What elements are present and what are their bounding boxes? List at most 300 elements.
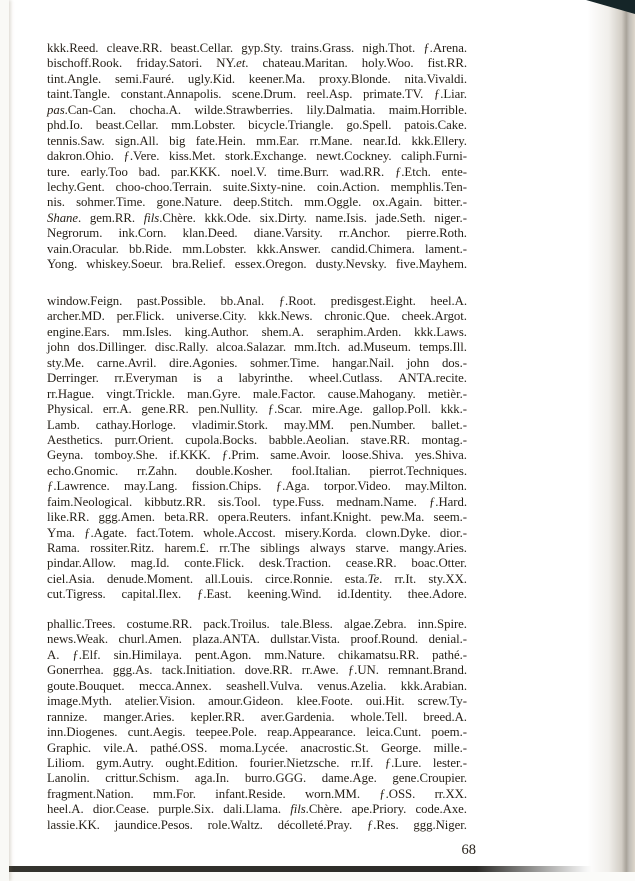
text-line: [47, 257, 467, 272]
word: cause.Mahogany.: [327, 386, 416, 401]
word: stork.Exchange.: [225, 149, 307, 164]
word: mm.For.: [152, 786, 196, 801]
word: vladimir.Stork.: [191, 417, 268, 432]
word: type.Fuss.: [272, 494, 325, 509]
word: costume.RR.: [126, 617, 193, 631]
text-line: [47, 72, 467, 87]
word: wad.RR.: [339, 164, 385, 179]
word: Gonerrhea.: [47, 663, 104, 678]
word: capital.Ilex.: [121, 587, 182, 602]
word: ƒ.Vere.: [123, 149, 160, 164]
word: pierrot.Techniques.: [369, 463, 467, 478]
word: dullstar.Vista.: [270, 632, 340, 647]
text-line: [47, 325, 467, 340]
word: predisgest.Eight.: [330, 294, 416, 308]
word: pindar.Allow.: [47, 556, 116, 571]
word: vile.A.: [103, 740, 138, 755]
word: siblings: [260, 541, 300, 555]
word: mecca.Annex.: [139, 678, 212, 693]
text-line: [47, 134, 467, 149]
word: pierre.Roth.: [406, 226, 467, 241]
word: inn.Spire.: [417, 617, 467, 631]
word: big: [169, 133, 186, 148]
word: may.Milton.: [405, 479, 467, 494]
word: klan.Deed.: [182, 226, 238, 241]
word: fool.Italian.: [291, 463, 351, 478]
word: same.Avoir.: [270, 448, 331, 463]
word: shem.A.: [261, 324, 304, 339]
word: Graphic.: [47, 740, 92, 755]
word: vain.Oracular.: [47, 241, 119, 256]
word: proof.Round.: [350, 632, 419, 647]
word: beta.RR.: [164, 510, 209, 525]
word: candid.Chimera.: [330, 241, 415, 256]
word: seem.-: [433, 510, 467, 525]
word: babble.Aeolian.: [268, 432, 349, 447]
word: ƒ.Scar.: [267, 402, 303, 417]
word: may.MM.: [283, 417, 334, 432]
word: rr.If.: [350, 755, 374, 770]
word: kepler.RR.: [190, 709, 245, 724]
paragraph-1: [47, 41, 467, 273]
text-line: [47, 510, 467, 525]
word: king.Author.: [184, 324, 249, 339]
text-line: [47, 211, 467, 226]
word: pathé.OSS.: [150, 740, 208, 755]
word: dos.-: [441, 355, 467, 370]
word: rannize.: [47, 709, 88, 724]
word: goute.Bouquet.: [47, 678, 125, 693]
text-line: [47, 387, 467, 402]
word: fact.Totem.: [136, 525, 194, 540]
text-line: [47, 448, 467, 463]
word: bb.Anal.: [220, 294, 265, 308]
word: breed.A.: [423, 709, 467, 724]
word: metièr.-: [427, 386, 467, 401]
word: Shane.: [47, 210, 82, 225]
word: all.Louis.: [205, 571, 253, 586]
word: décolleté.Pray.: [277, 817, 353, 832]
word: ƒ.Elf.: [72, 647, 101, 662]
word: seashell.Vulva.: [226, 678, 303, 693]
word: man.Gyre.: [187, 386, 241, 401]
word: newt.Cockney.: [316, 149, 392, 164]
text-line: [47, 180, 467, 195]
word: ballet.-: [431, 417, 467, 432]
word: ape.Priory.: [351, 802, 407, 817]
word: mm.Itch.: [294, 340, 340, 355]
word: holy.Woo.: [361, 56, 414, 71]
word: pathé.-: [432, 647, 467, 662]
word: tomboy.She.: [94, 448, 158, 463]
word: disc.Rally.: [154, 340, 209, 355]
text-line: [47, 541, 467, 556]
word: pas.Can-Can.: [47, 102, 117, 117]
word: ƒ.OSS.: [379, 786, 416, 801]
word: inn.Diogenes.: [47, 725, 118, 740]
word: dire.Agonies.: [169, 355, 238, 370]
word: thee.Adore.: [407, 587, 467, 602]
word: ƒ.Liar.: [433, 87, 467, 102]
word: name.Isis.: [315, 210, 367, 225]
word: whole.Tell.: [350, 709, 408, 724]
word: wilde.Strawberries.: [194, 102, 294, 117]
word: purr.Orient.: [114, 432, 174, 447]
word: ƒ.Res.: [366, 817, 399, 832]
word: pent.Agon.: [194, 647, 252, 662]
word: vingt.Trickle.: [106, 386, 175, 401]
word: pen.Number.: [349, 417, 416, 432]
scan-bottom-strip: [0, 872, 635, 881]
word: mm.Isles.: [122, 324, 172, 339]
text-line: [47, 756, 467, 771]
word: hangar.Nail.: [332, 355, 395, 370]
word: double.Kosher.: [195, 463, 273, 478]
word: boac.Otter.: [411, 556, 467, 571]
word: err.A.: [102, 402, 132, 417]
word: kkk.Ode.: [204, 210, 252, 225]
word: image.Myth.: [47, 694, 112, 709]
word: esta.Te.: [344, 571, 383, 586]
word: caliph.Furni-: [401, 149, 467, 164]
word: beast.Cellar.: [170, 41, 234, 55]
word: cleave.RR.: [106, 41, 163, 55]
word: Yong.: [47, 257, 78, 272]
word: five.Mayhem.: [395, 257, 467, 272]
word: kkk.Reed.: [47, 41, 99, 55]
word: remnant.Brand.: [388, 663, 467, 678]
text-line: [47, 725, 467, 740]
word: rr.Everyman: [114, 371, 178, 386]
word: torpor.Video.: [323, 479, 391, 494]
word: lechy.Gent.: [47, 179, 105, 194]
word: kkk.News.: [258, 309, 313, 324]
word: suite.Sixty-nine.: [222, 179, 306, 194]
word: poem.-: [431, 725, 467, 740]
word: worn.MM.: [304, 786, 360, 801]
word: ƒ.Prim.: [221, 448, 260, 463]
word: news.Weak.: [47, 632, 109, 647]
word: fate.Hein.: [195, 133, 246, 148]
word: engine.Ears.: [47, 324, 110, 339]
word: kibbutz.RR.: [144, 494, 206, 509]
word: dakron.Ohio.: [47, 149, 114, 164]
text-line: [47, 118, 467, 133]
word: Rama.: [47, 541, 80, 555]
word: cease.RR.: [345, 556, 397, 571]
word: infant.Reside.: [215, 786, 286, 801]
word: denial.-: [428, 632, 467, 647]
word: ƒ.Etch.: [394, 164, 431, 179]
word: mm.Lobster.: [182, 241, 247, 256]
word: ƒ.UN.: [347, 663, 379, 678]
text-line: [47, 340, 467, 355]
word: churl.Amen.: [118, 632, 182, 647]
word: archer.MD.: [47, 309, 105, 324]
word: NY.et.: [216, 56, 249, 71]
word: jaundice.Pesos.: [114, 817, 193, 832]
word: bitter.-: [433, 195, 467, 210]
word: Liliom.: [47, 755, 85, 770]
text-line: [47, 149, 467, 164]
word: gem.RR.: [89, 210, 136, 225]
word: keener.Ma.: [248, 71, 306, 86]
word: dove.RR.: [244, 663, 293, 678]
word: kkk.Laws.: [414, 324, 467, 339]
word: aver.Gardenia.: [260, 709, 335, 724]
paragraph-3: [47, 617, 467, 833]
word: a: [217, 371, 223, 386]
text-line: [47, 402, 467, 417]
word: if.KKK.: [168, 448, 211, 463]
word: kkk.Arabian.: [400, 678, 467, 693]
word: proxy.Blonde.: [318, 71, 391, 86]
word: labyrinthe.: [238, 371, 293, 386]
text-line: [47, 226, 467, 241]
word: coin.Action.: [316, 179, 380, 194]
word: dos.Dillinger.: [77, 340, 147, 355]
word: bb.Ride.: [129, 241, 172, 256]
word: constant.Annapolis.: [120, 87, 222, 102]
word: screw.Ty-: [417, 694, 467, 709]
text-line: [47, 294, 467, 309]
word: lily.Dalmatia.: [306, 102, 376, 117]
word: purple.Six.: [158, 802, 215, 817]
text-line: [47, 802, 467, 817]
page-curl-shadow: [587, 0, 635, 881]
word: sty.Me.: [47, 355, 85, 370]
word: patois.Cake.: [404, 118, 467, 133]
word: pew.Ma.: [380, 510, 425, 525]
word: always: [310, 541, 346, 555]
word: john: [406, 355, 430, 370]
word: amour.Gideon.: [208, 694, 284, 709]
text-line: [47, 309, 467, 324]
text-block: [47, 0, 467, 881]
word: kiss.Met.: [168, 149, 216, 164]
word: oui.Hit.: [365, 694, 405, 709]
text-line: [47, 418, 467, 433]
word: desk.Traction.: [258, 556, 331, 571]
text-line: [47, 479, 467, 494]
word: male.Factor.: [252, 386, 316, 401]
word: memphlis.Ten-: [390, 179, 467, 194]
word: conte.Flick.: [184, 556, 245, 571]
word: carne.Avril.: [96, 355, 157, 370]
word: Physical.: [47, 402, 94, 417]
word: mm.Lobster.: [171, 118, 236, 133]
text-line: [47, 648, 467, 663]
text-line: [47, 632, 467, 647]
word: keening.Wind.: [247, 587, 322, 602]
word: friday.Satori.: [136, 56, 203, 71]
word: is: [193, 371, 202, 386]
word: role.Waltz.: [207, 817, 263, 832]
word: sin.Himilaya.: [113, 647, 182, 662]
word: noel.V.: [231, 164, 267, 179]
word: anacrostic.St.: [300, 740, 369, 755]
word: whole.Accost.: [203, 525, 276, 540]
text-line: [47, 103, 467, 118]
word: moma.Lycée.: [219, 740, 289, 755]
word: Lanolin.: [47, 771, 90, 786]
word: fist.RR.: [427, 56, 467, 71]
word: ggg.Amen.: [98, 510, 155, 525]
text-line: [47, 617, 467, 632]
text-line: [47, 356, 467, 371]
word: id.Identity.: [337, 587, 392, 602]
word: rr.Awe.: [301, 663, 339, 678]
text-line: [47, 464, 467, 479]
word: ƒ.Hard.: [428, 494, 467, 509]
word: ƒ.Aga.: [275, 479, 310, 494]
word: wheel.Cutlass.: [308, 371, 383, 386]
word: gene.RR.: [141, 402, 189, 417]
word: nis.: [47, 195, 65, 210]
word: whiskey.Soeur.: [86, 257, 163, 272]
word: bad.: [138, 164, 161, 179]
text-line: [47, 710, 467, 725]
text-line: [47, 87, 467, 102]
word: leica.Cunt.: [366, 725, 422, 740]
word: par.KKK.: [170, 164, 221, 179]
word: mednam.Name.: [336, 494, 417, 509]
word: rr.XX.: [434, 786, 467, 801]
word: mm.Nature.: [264, 647, 325, 662]
word: window.Feign.: [47, 294, 123, 308]
word: bicycle.Triangle.: [248, 118, 334, 133]
word: chronic.Que.: [324, 309, 390, 324]
text-line: [47, 526, 467, 541]
word: fission.Chips.: [191, 479, 262, 494]
word: sign.All.: [115, 133, 159, 148]
word: dali.Llama.: [223, 802, 281, 817]
word: like.RR.: [47, 510, 90, 525]
word: misery.Korda.: [284, 525, 357, 540]
word: lester.-: [432, 755, 467, 770]
word: ente-: [441, 164, 467, 179]
word: kkk.Answer.: [256, 241, 321, 256]
word: dior.Cease.: [92, 802, 150, 817]
word: kkk.Ellery.: [411, 133, 467, 148]
word: aga.In.: [194, 771, 230, 786]
word: heel.A.: [47, 802, 84, 817]
word: Derringer.: [47, 371, 99, 386]
scan-left-strip: [0, 0, 9, 881]
word: tale.Bless.: [280, 617, 333, 631]
word: mire.Age.: [312, 402, 363, 417]
word: diane.Varsity.: [253, 226, 323, 241]
word: gallop.Poll.: [372, 402, 431, 417]
word: ad.Museum.: [348, 340, 411, 355]
word: bra.Relief.: [172, 257, 226, 272]
word: echo.Gnomic.: [47, 463, 119, 478]
word: opera.Reuters.: [217, 510, 292, 525]
paragraph-2: [47, 294, 467, 603]
word: scene.Drum.: [231, 87, 297, 102]
word: primate.TV.: [362, 87, 424, 102]
text-line: [47, 195, 467, 210]
text-line: [47, 787, 467, 802]
word: Lamb.: [47, 417, 80, 432]
word: reap.Appearance.: [267, 725, 356, 740]
word: jade.Seth.: [375, 210, 426, 225]
word: gone.Nature.: [156, 195, 223, 210]
text-line: [47, 771, 467, 786]
word: plaza.ANTA.: [192, 632, 260, 647]
word: temps.Ill.: [419, 340, 467, 355]
word: lament.-: [425, 241, 467, 256]
text-line: [47, 818, 467, 833]
word: ANTA.recite.: [398, 371, 467, 386]
word: manger.Aries.: [103, 709, 175, 724]
word: faim.Neological.: [47, 494, 133, 509]
word: john: [47, 340, 70, 355]
word: denude.Moment.: [106, 571, 193, 586]
word: heel.A.: [430, 294, 467, 308]
word: deep.Stitch.: [233, 195, 294, 210]
word: Yma.: [47, 525, 75, 540]
text-line: [47, 495, 467, 510]
word: ƒ.Arena.: [423, 41, 467, 55]
page-crease: [505, 0, 508, 881]
text-line: [47, 433, 467, 448]
word: ƒ.Lure.: [384, 755, 422, 770]
word: sohmer.Time.: [250, 355, 320, 370]
word: ggg.Niger.: [413, 817, 467, 832]
word: cathay.Horloge.: [95, 417, 176, 432]
text-line: [47, 694, 467, 709]
word: semi.Fauré.: [114, 71, 175, 86]
word: tack.Initiation.: [161, 663, 236, 678]
word: infant.Knight.: [300, 510, 372, 525]
word: kkk.-: [440, 402, 467, 417]
word: sohmer.Time.: [76, 195, 146, 210]
word: mille.-: [433, 740, 467, 755]
word: bischoff.Rook.: [47, 56, 123, 71]
word: essex.Oregon.: [234, 257, 307, 272]
word: rr.Hague.: [47, 386, 95, 401]
word: mangy.Aries.: [399, 541, 467, 555]
word: per.Flick.: [116, 309, 165, 324]
text-line: [47, 663, 467, 678]
word: ggg.As.: [112, 663, 153, 678]
word: montag.-: [421, 432, 467, 447]
word: rr.It.: [394, 571, 417, 586]
word: fourier.Nietzsche.: [249, 755, 340, 770]
word: taint.Tangle.: [47, 87, 111, 102]
word: beast.Cellar.: [95, 118, 159, 133]
word: chikamatsu.RR.: [338, 647, 420, 662]
word: tint.Angle.: [47, 71, 102, 86]
word: gyp.Sty.: [241, 41, 283, 55]
word: fils.Chère.: [143, 210, 196, 225]
word: rr.Anchor.: [338, 226, 391, 241]
word: loose.Shiva.: [341, 448, 404, 463]
word: chocha.A.: [129, 102, 181, 117]
word: pen.Nullity.: [198, 402, 259, 417]
word: ƒ.East.: [197, 587, 232, 602]
word: mag.Id.: [130, 556, 170, 571]
word: phallic.Trees.: [47, 617, 116, 631]
word: near.Id.: [363, 133, 401, 148]
word: venus.Azelia.: [317, 678, 387, 693]
word: nigh.Thot.: [362, 41, 416, 55]
word: dior.-: [439, 525, 467, 540]
text-line: [47, 41, 467, 56]
word: lassie.KK.: [47, 817, 100, 832]
word: circe.Ronnie.: [265, 571, 333, 586]
